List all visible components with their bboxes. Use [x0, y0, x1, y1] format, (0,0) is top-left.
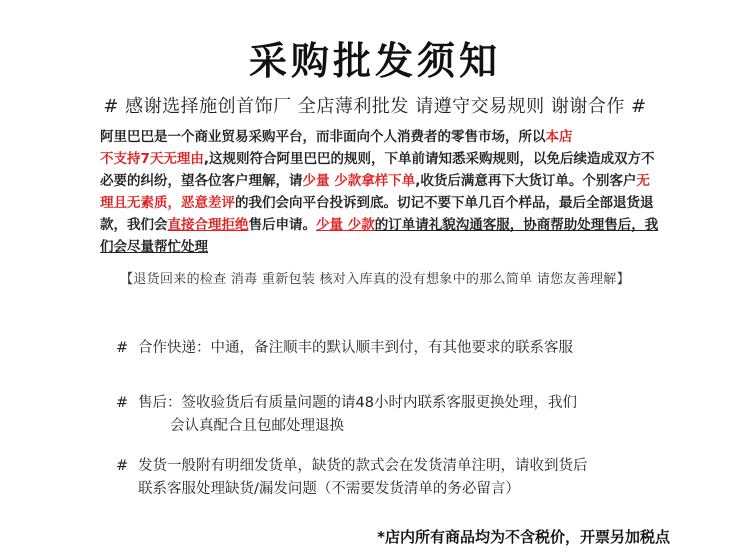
hash-marker: # — [116, 340, 129, 356]
notice-text-5: 售后申请。 — [248, 217, 316, 233]
hash-marker: # — [116, 458, 129, 474]
return-note: 【退货回来的检查 消毒 重新包装 核对入库真的没有想象中的那么简单 请您友善理解】 — [120, 272, 630, 287]
tax-footnote: *店内所有商品均为不含税价，开票另加税点 — [377, 528, 670, 546]
notice-highlight-6: 少量 少款 — [316, 217, 375, 233]
info-item-shipping — [116, 455, 676, 501]
info-item-text: 合作快递：中通，备注顺丰的默认顺丰到付，有其他要求的联系客服 — [138, 340, 573, 356]
page-title: 采购批发须知 — [248, 39, 501, 83]
info-item-text: 售后：签收验货后有质量问题的请48小时内联系客服更换处理，我们 — [138, 395, 577, 411]
notice-highlight-5: 直接合理拒绝 — [167, 217, 249, 233]
info-item-text: 发货一般附有明细发货单，缺货的款式会在发货清单注明，请收到货后 — [138, 458, 588, 474]
notice-text-6: 的订单请礼貌沟通客服，协商帮助处理售后，我们会尽量帮忙处理 — [100, 217, 659, 255]
notice-paragraph — [100, 126, 660, 258]
notice-text-4: 的我们会向平台投诉到底。切记不要下单几百个样品，最后全部退货退款，我们会 — [100, 195, 654, 233]
notice-highlight-2: 不支持7天无理由 — [100, 151, 204, 167]
notice-highlight-1: 本店 — [545, 129, 573, 145]
hash-marker: # — [116, 395, 129, 411]
notice-highlight-3: 少量 少款拿样下单 — [302, 173, 416, 189]
info-item-text-cont: 会认真配合且包邮处理退换 — [170, 418, 344, 434]
notice-text-1: 阿里巴巴是一个商业贸易采购平台，而非面向个人消费者的零售市场，所以 — [100, 129, 546, 145]
info-item-aftersales — [116, 392, 676, 438]
info-item-courier — [116, 337, 676, 360]
notice-text-2: ,这规则符合阿里巴巴的规则，下单前请知悉采购规则，以免后续造成双方不必要的纠纷，望各位客户理解，请 — [100, 151, 655, 189]
notice-text-3: ,收货后满意再下大货订单。个别客户 — [415, 173, 637, 189]
notice-highlight-4: 无理且无素质，恶意差评 — [100, 173, 650, 211]
subtitle: # 感谢选择施创首饰厂 全店薄利批发 请遵守交易规则 谢谢合作 # — [103, 96, 647, 117]
info-item-text-cont: 联系客服处理缺货/漏发问题（不需要发货清单的务必留言） — [138, 481, 520, 497]
